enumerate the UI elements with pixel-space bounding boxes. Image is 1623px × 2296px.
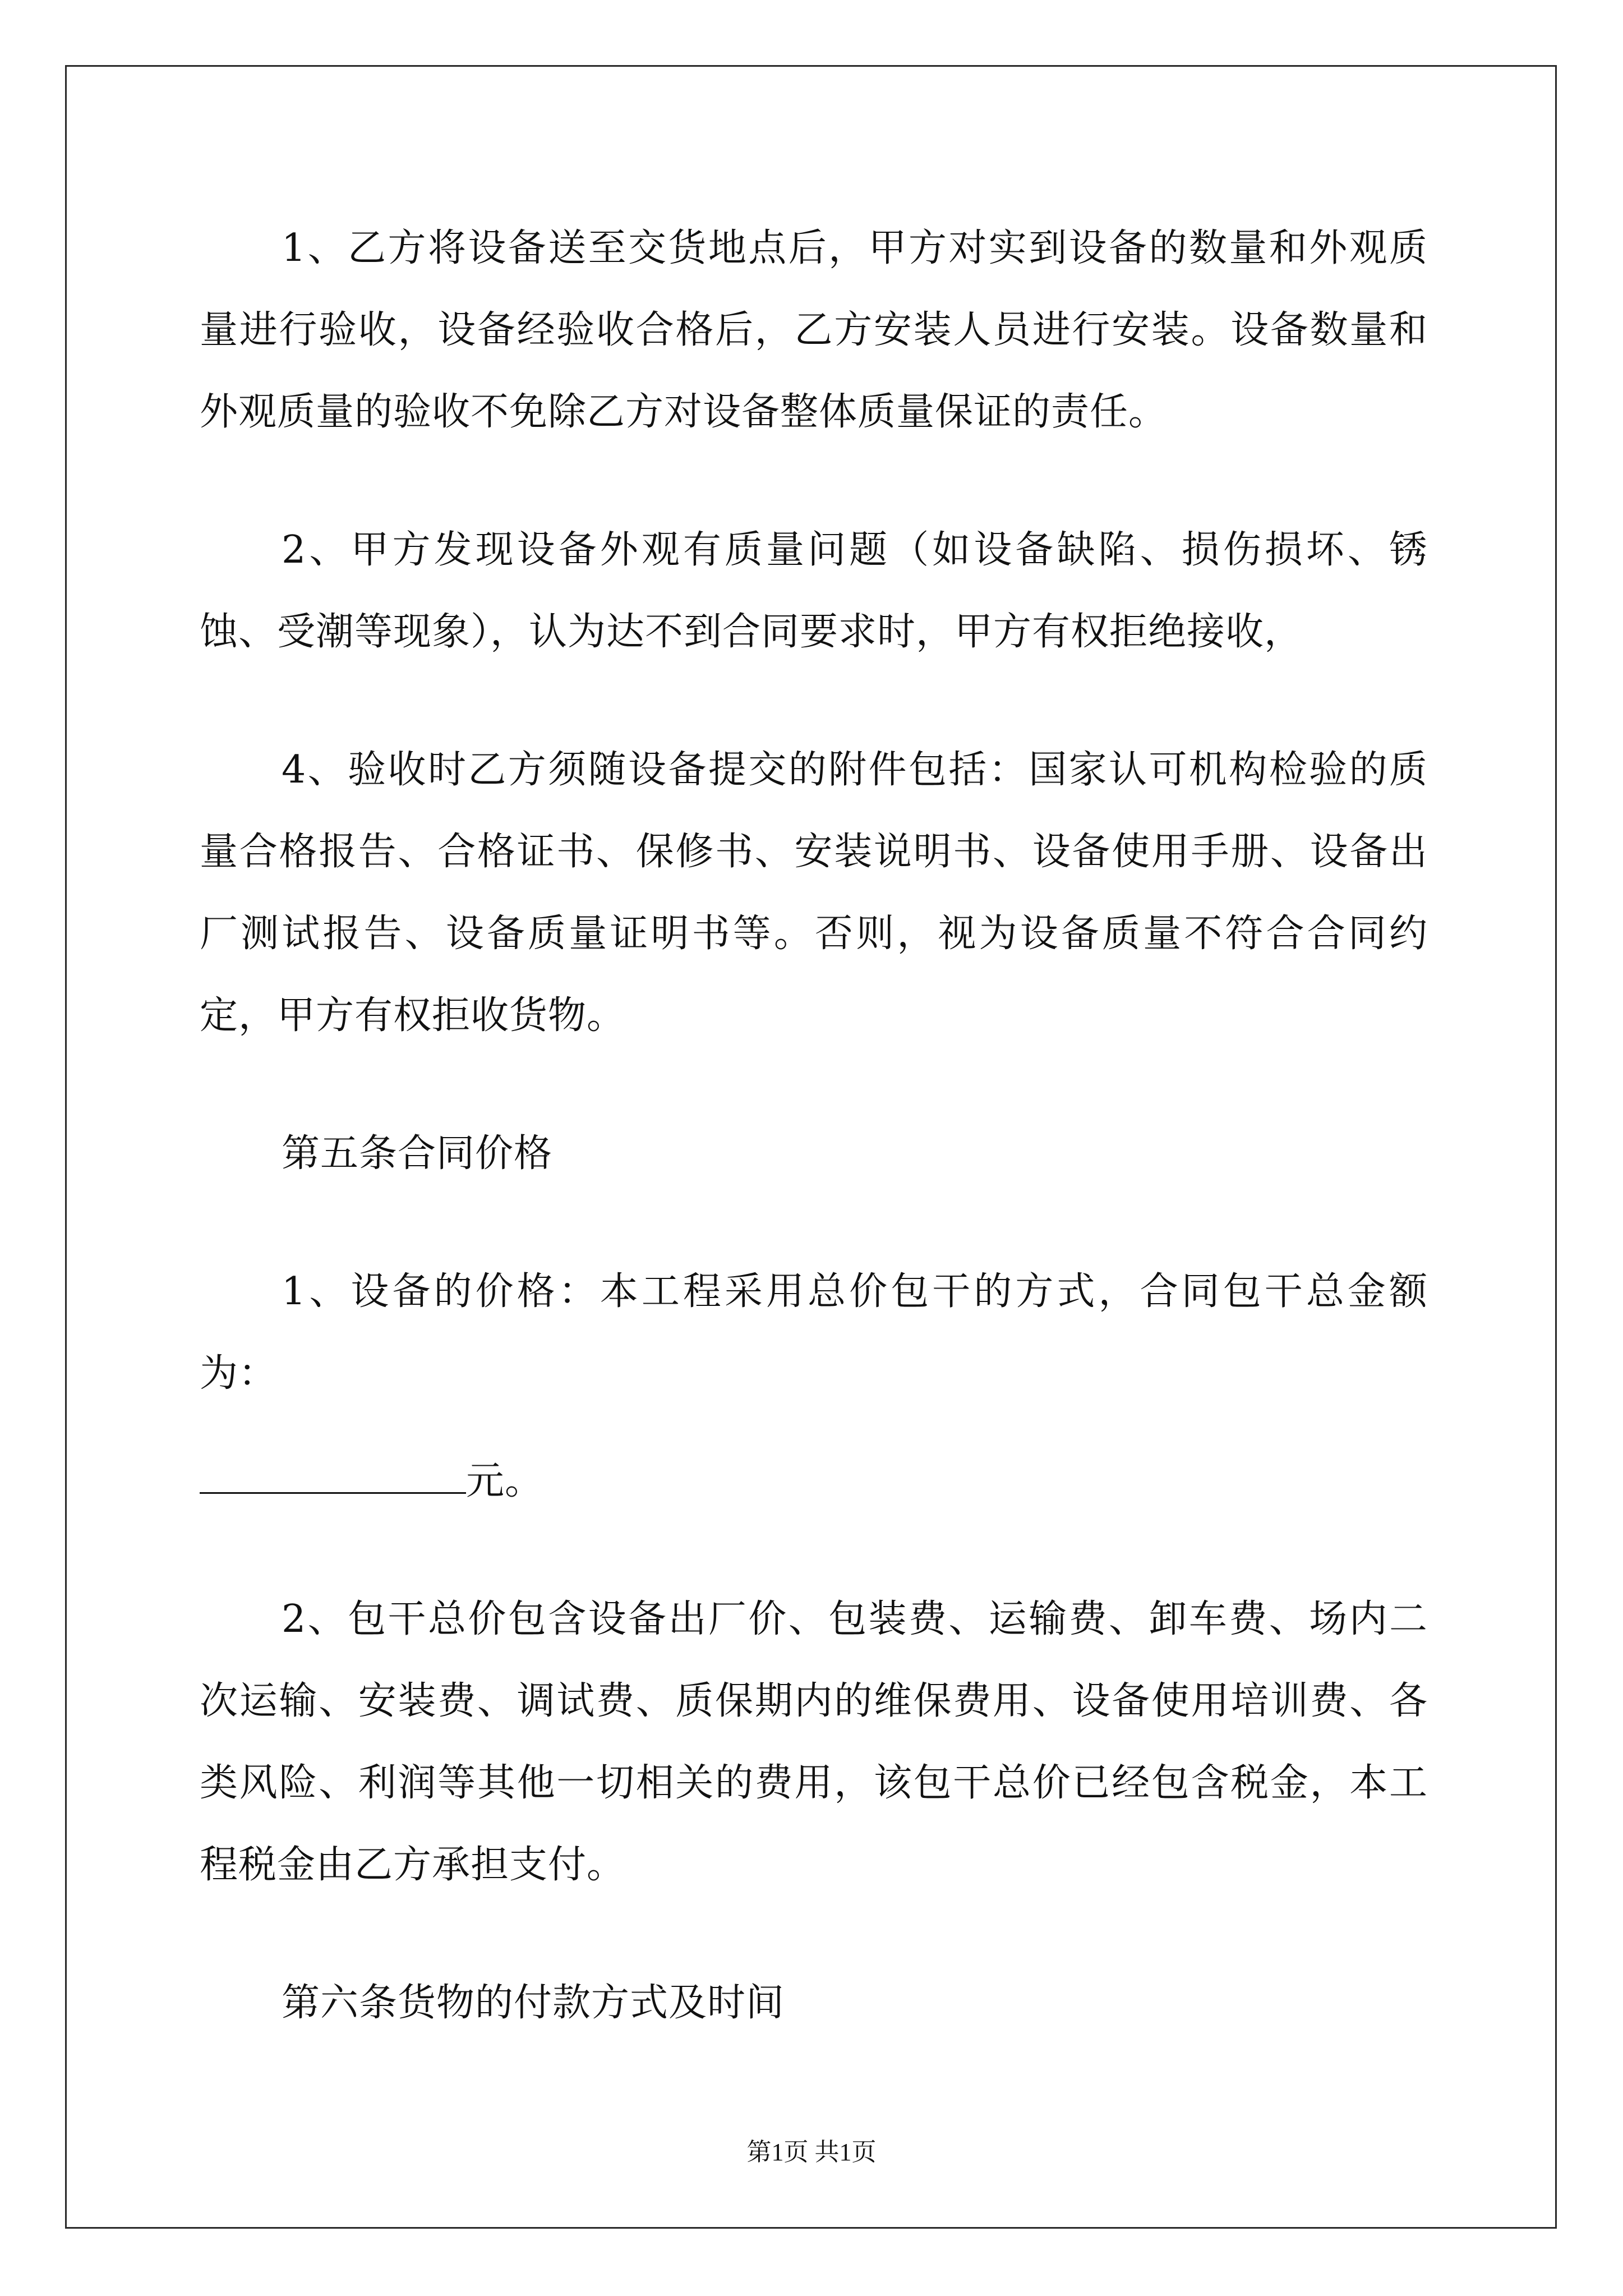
paragraph-lump-sum-scope: 2、包干总价包含设备出厂价、包装费、运输费、卸车费、场内二次运输、安装费、调试费、质保期内的维保费用、设备使用培训费、各类风险、利润等其他一切相关的费用，该包干总价已经包含税金，本工程税金由乙方承担支付。 xyxy=(200,1597,1428,1887)
paragraph-quality-issue: 2、甲方发现设备外观有质量问题（如设备缺陷、损伤损坏、锈蚀、受潮等现象），认为达不到合同要求时，甲方有权拒绝接收， xyxy=(200,528,1428,654)
price-unit-text: 元。 xyxy=(466,1459,544,1503)
price-blank-line xyxy=(200,1441,1428,1522)
paragraph-gap xyxy=(200,1195,1428,1251)
paragraph-gap xyxy=(200,453,1428,509)
paragraph-gap xyxy=(200,1057,1428,1113)
paragraph-gap xyxy=(200,1415,1428,1441)
paragraph-attachments: 4、验收时乙方须随设备提交的附件包括：国家认可机构检验的质量合格报告、合格证书、保修书、安装说明书、设备使用手册、设备出厂测试报告、设备质量证明书等。否则，视为设备质量不符合合同约定，甲方有权拒收货物。 xyxy=(200,748,1428,1038)
paragraph-equipment-price: 1、设备的价格：本工程采用总价包干的方式，合同包干总金额为： xyxy=(200,1269,1428,1396)
paragraph-gap xyxy=(200,1906,1428,1962)
document-body xyxy=(200,208,1428,2044)
page-number-footer: 第1页 共1页 xyxy=(746,2138,877,2166)
paragraph-acceptance-inspection: 1、乙方将设备送至交货地点后，甲方对实到设备的数量和外观质量进行验收，设备经验收合格后，乙方安装人员进行安装。设备数量和外观质量的验收不免除乙方对设备整体质量保证的责任。 xyxy=(200,226,1428,434)
heading-article-five: 第五条合同价格 xyxy=(282,1131,553,1176)
paragraph-gap xyxy=(200,1522,1428,1579)
paragraph-gap xyxy=(200,673,1428,729)
heading-article-six: 第六条货物的付款方式及时间 xyxy=(282,1981,785,2025)
amount-blank-underline xyxy=(200,1461,466,1494)
